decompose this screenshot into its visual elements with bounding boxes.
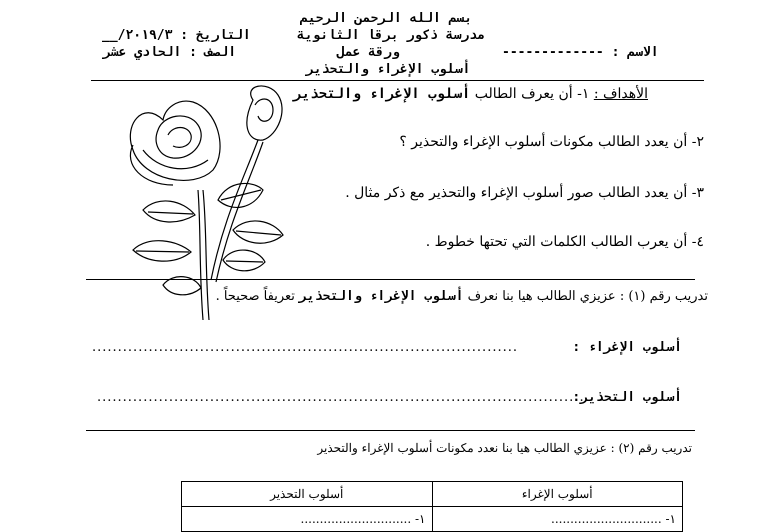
objective-3: ٣- أن يعدد الطالب صور أسلوب الإغراء والتحذير مع ذكر مثال . (345, 185, 704, 201)
table-row (182, 507, 683, 532)
objective-2: ٢- أن يعدد الطالب مكونات أسلوب الإغراء والتحذير ؟ (399, 134, 704, 150)
name-field[interactable] (502, 45, 659, 60)
col-tahdheer-header: أسلوب التحذير (182, 482, 433, 507)
name-label: الاسم : (611, 45, 659, 60)
row1-tahdheer-cell[interactable]: ١- ............................. (182, 507, 433, 532)
section-divider-1 (86, 279, 695, 280)
date-label: التاريخ : (180, 28, 251, 43)
col-igraa-header: أسلوب الإغراء (432, 482, 683, 507)
igraa-label: أسلوب الإغراء : (572, 340, 682, 355)
exercise-1-suffix: تعريفاً صحيحاً . (215, 289, 295, 304)
date-field (102, 28, 251, 43)
section-divider-2 (86, 430, 695, 431)
components-table (181, 481, 683, 532)
exercise-2-prompt: تدريب رقم (٢) : عزيزي الطالب هيا بنا نعدد مكونات أسلوب الإغراء والتحذير (317, 441, 692, 455)
objectives-title: الأهداف : (593, 86, 648, 102)
objective-1-prefix: ١- أن يعرف الطالب (474, 86, 590, 102)
school-name: مدرسة ذكور برقا الثانوية (297, 28, 485, 43)
worksheet-label: ورقة عمل (337, 45, 400, 60)
exercise-1-prefix: تدريب رقم (١) : عزيزي الطالب هيا بنا نعرف (467, 289, 708, 304)
exercise-1-prompt (216, 289, 708, 304)
objective-1-emph: أسلوب الإغراء والتحذير (293, 86, 471, 102)
name-blank: ------------- (502, 45, 604, 60)
objective-1 (293, 86, 648, 102)
tahdheer-answer-line[interactable]: ............................................................................................... (97, 390, 585, 405)
tahdheer-label: أسلوب التحذير: (572, 390, 682, 405)
date-value: ٢٠١٩/٣/__ (102, 28, 173, 43)
objective-4: ٤- أن يعرب الطالب الكلمات التي تحتها خطوط . (425, 234, 704, 250)
table-header-row (182, 482, 683, 507)
basmala: بسم الله الرحمن الرحيم (300, 11, 473, 26)
row1-igraa-cell[interactable]: ١- ............................. (432, 507, 683, 532)
class-label: الصف : الحادي عشر (103, 45, 237, 60)
exercise-1-emph: أسلوب الإغراء والتحذير (299, 289, 464, 304)
igraa-answer-line[interactable]: ................................................................................... (92, 340, 518, 355)
worksheet-topic: أسلوب الإغراء والتحذير (306, 62, 471, 77)
